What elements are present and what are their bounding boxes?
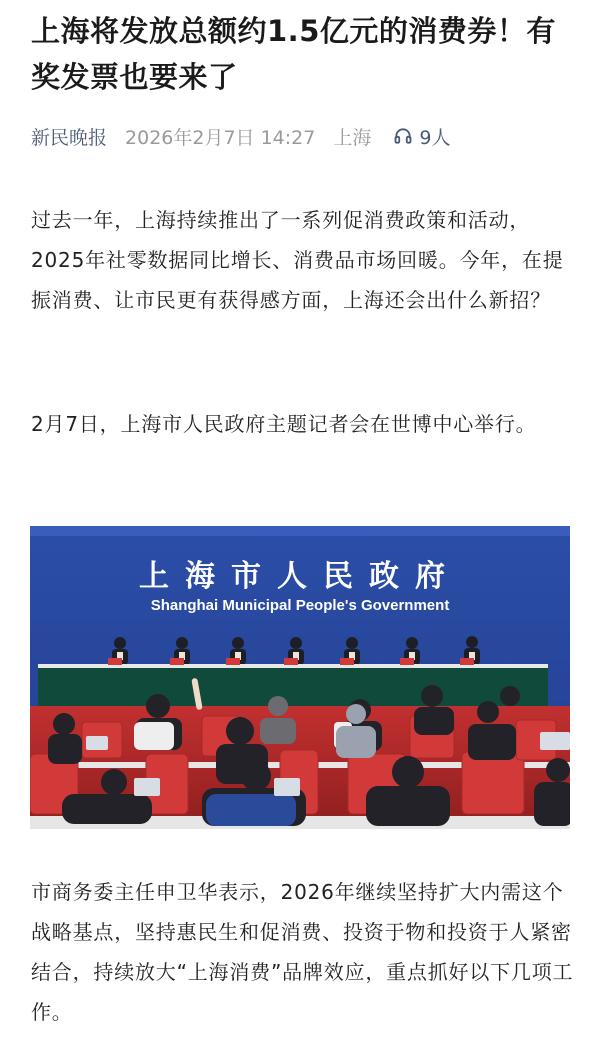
podium [38, 664, 548, 706]
press-conference-illustration [30, 526, 570, 829]
paragraph-2: 2月7日，上海市人民政府主题记者会在世博中心举行。 [31, 412, 537, 436]
source-name[interactable]: 新民晚报 [31, 126, 108, 149]
backdrop-title-en: Shanghai Municipal People's Government [150, 597, 450, 614]
listen-button[interactable] [393, 123, 450, 150]
backdrop-title-cn: 上海市人民政府 [139, 559, 461, 594]
paragraph-1: 过去一年，上海持续推出了一系列促消费政策和活动，2025年社零数据同比增长、消费品市场回暖。今年，在提振消费、让市民更有获得感方面，上海还会出什么新招？ [31, 208, 564, 312]
publish-date: 2026年2月7日 14:27 [125, 126, 316, 149]
press-conference-photo[interactable] [30, 526, 570, 829]
headphones-icon [393, 126, 413, 146]
article-meta [31, 120, 450, 152]
paragraph-3: 市商务委主任申卫华表示，2026年继续坚持扩大内需这个战略基点，坚持惠民生和促消费、投资于物和投资于人紧密结合，持续放大“上海消费”品牌效应，重点抓好以下几项工作。 [31, 880, 574, 1024]
listener-count: 9人 [419, 126, 451, 149]
location: 上海 [333, 126, 372, 149]
article-title: 上海将发放总额约1.5亿元的消费券！有奖发票也要来了 [31, 14, 556, 94]
